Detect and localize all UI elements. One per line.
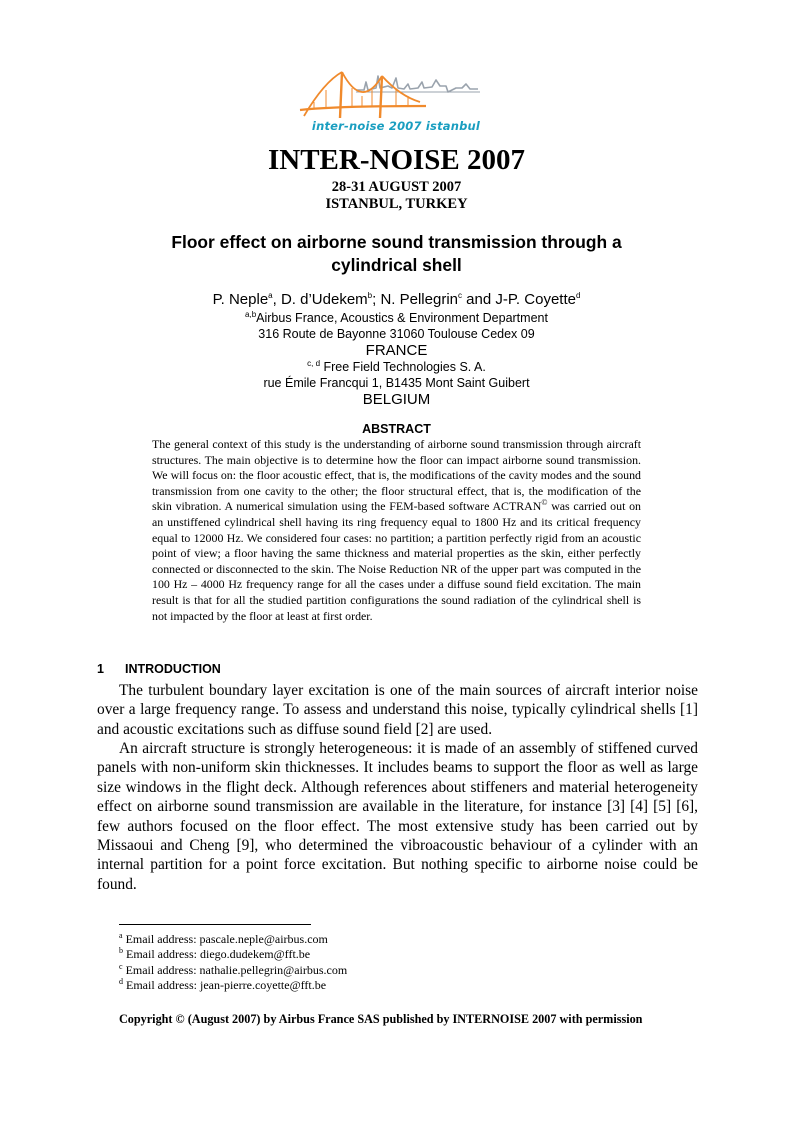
conference-dates: 28-31 AUGUST 2007 <box>331 179 462 195</box>
footnote-divider <box>119 924 311 925</box>
abstract-text: The general context of this study is the understanding of airborne sound transmission through aircraft structures. The main objective is to determine how the floor can impact airborne sound transmission. We will focus on: the floor acoustic effect, that is, the modifications of the cavity modes and the sound transmission from one cavity to the other; the floor structural effect, that is, the modification of the skin vibration. A numerical simulation using the FEM-based software ACTRAN© was carried out on an unstiffened cylindrical shell having its ring frequency equal to 1800 Hz and its critical frequency equal to 12000 Hz. We considered four cases: no partition; a partition perfectly rigid from an acoustic point of view; a floor having the same thickness and material properties as the skin, either perfectly connected or disconnected to the skin. The Noise Reduction NR of the upper part was computed in the 100 Hz – 4000 Hz frequency range for all the cases under a diffuse sound field excitation. The main result is that for all the studied partition configurations the sound radiation of the cylindrical shell is not impacted by the floor at least at first order. <box>152 437 641 623</box>
affiliation-name: Airbus France, Acoustics & Environment Department <box>256 311 548 325</box>
conference-location: ISTANBUL, TURKEY <box>325 196 468 212</box>
footnote: $^c$ Email address: nathalie.pellegrin@airbus.com <box>119 961 348 977</box>
author-name: P. Neple <box>212 291 269 308</box>
section-heading-introduction <box>97 662 221 676</box>
footnote-email: Email address: jean-pierre.coyette@fft.be <box>123 978 327 993</box>
affiliation-name: Free Field Technologies S. A. <box>320 360 486 374</box>
affiliation-1 <box>0 310 793 360</box>
footnote-email: Email address: diego.dudekem@fft.be <box>123 947 311 962</box>
author-affiliation-mark: c <box>458 291 462 300</box>
footnotes <box>119 932 347 994</box>
conference-logo <box>296 62 496 140</box>
footnote: $^b$ Email address: diego.dudekem@fft.be <box>119 946 311 962</box>
section-number: 1 <box>97 662 104 676</box>
author-affiliation-mark: a <box>268 291 273 300</box>
footnote: $^a$ Email address: pascale.neple@airbus.com <box>119 931 328 946</box>
abstract-heading: ABSTRACT <box>362 422 431 436</box>
footnote-email: Email address: pascale.neple@airbus.com <box>122 932 328 946</box>
section-title: INTRODUCTION <box>125 662 221 676</box>
affiliation-2 <box>0 359 793 409</box>
author-list <box>0 290 793 310</box>
intro-paragraph-1: The turbulent boundary layer excitation is one of the main sources of aircraft interior noise over a large frequency range. To assess and understand this noise, typically cylindrical shells [1] and acoustic excitations such as diffuse sound field [2] are used. <box>97 682 698 738</box>
author-name: , D. d’Udekem <box>272 291 368 308</box>
affiliation-mark: c, d <box>307 358 321 368</box>
copyright-notice: Copyright © (August 2007) by Airbus France SAS published by INTERNOISE 2007 with permission <box>119 1012 643 1026</box>
paper-title-line-2: cylindrical shell <box>331 254 462 275</box>
logo-caption: inter-noise 2007 istanbul <box>311 119 481 133</box>
paper-title-line-1: Floor effect on airborne sound transmission through a <box>171 232 622 252</box>
copyright-symbol-icon: © <box>175 1012 185 1026</box>
author-name: and J-P. Coyette <box>462 291 576 308</box>
affiliation-mark: a,b <box>245 309 257 319</box>
paper-title <box>140 231 653 276</box>
footnote: $^d$ Email address: jean-pierre.coyette@fft.be <box>119 977 327 993</box>
footnote-email: Email address: nathalie.pellegrin@airbus.com <box>122 962 348 977</box>
copyright-mark: © <box>541 498 548 508</box>
affiliation-address: 316 Route de Bayonne 31060 Toulouse Cedex 09 <box>258 327 535 341</box>
bridge-logo-icon <box>296 62 496 122</box>
affiliation-country: BELGIUM <box>362 391 431 408</box>
author-affiliation-mark: d <box>575 291 581 300</box>
conference-title: INTER-NOISE 2007 <box>267 144 526 176</box>
author-name: ; N. Pellegrin <box>372 291 458 308</box>
affiliation-address: rue Émile Francqui 1, B1435 Mont Saint Guibert <box>263 376 530 390</box>
affiliation-country: FRANCE <box>365 342 428 359</box>
author-affiliation-mark: b <box>367 291 373 300</box>
intro-paragraph-2: An aircraft structure is strongly heterogeneous: it is made of an assembly of stiffened curved panels with non-uniform skin thicknesses. It includes beams to support the floor as well as large size windows in the flight deck. Although references about stiffeners and material heterogeneity effect on airborne sound transmission are available in the literature, for instance [3] [4] [5] [6], few authors focused on the floor effect. The most extensive study has been carried out by Missaoui and Cheng [9], who determined the vibroacoustic behaviour of a cylinder with an internal partition for a point force excitation. But nothing specific to airborne noise could be found. <box>97 740 698 893</box>
